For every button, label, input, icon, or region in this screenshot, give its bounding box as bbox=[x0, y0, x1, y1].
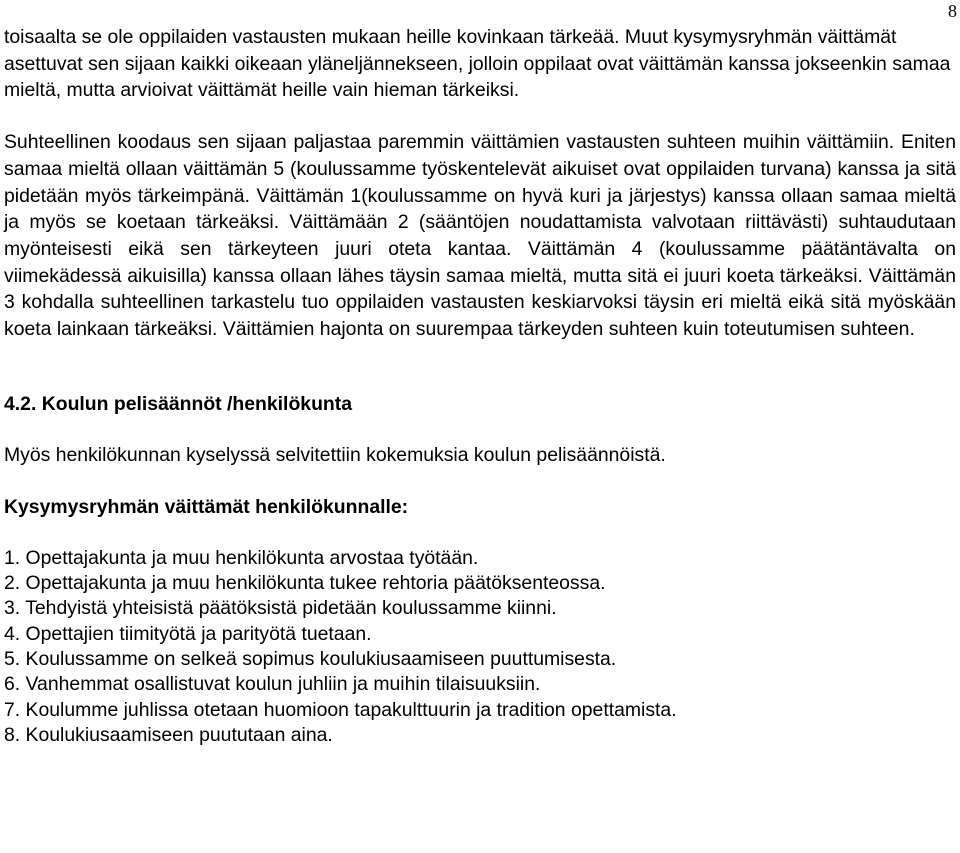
document-body bbox=[4, 24, 956, 748]
list-item: 3. Tehdyistä yhteisistä päätöksistä pidetään koulussamme kiinni. bbox=[4, 597, 557, 620]
statement-list bbox=[4, 546, 956, 748]
list-heading: Kysymysryhmän väittämät henkilökunnalle: bbox=[4, 496, 409, 519]
section-heading: 4.2. Koulun pelisäännöt /henkilökunta bbox=[4, 392, 352, 415]
list-item: 4. Opettajien tiimityötä ja parityötä tuetaan. bbox=[4, 622, 372, 645]
list-item: 2. Opettajakunta ja muu henkilökunta tukee rehtoria päätöksenteossa. bbox=[4, 572, 606, 595]
section-intro: Myös henkilökunnan kyselyssä selvitettiin kokemuksia koulun pelisäännöistä. bbox=[4, 444, 666, 467]
list-item: 6. Vanhemmat osallistuvat koulun juhliin ja muihin tilaisuuksiin. bbox=[4, 673, 541, 696]
list-item: 1. Opettajakunta ja muu henkilökunta arvostaa työtään. bbox=[4, 546, 479, 569]
list-item: 7. Koulumme juhlissa otetaan huomioon tapakulttuurin ja tradition opettamista. bbox=[4, 698, 677, 721]
list-item: 8. Koulukiusaamiseen puututaan aina. bbox=[4, 723, 333, 746]
list-item: 5. Koulussamme on selkeä sopimus koulukiusaamiseen puuttumisesta. bbox=[4, 648, 617, 671]
paragraph-relative-coding: Suhteellinen koodaus sen sijaan paljastaa paremmin väittämien vastausten suhteen muihin väittämiin. Eniten samaa mieltä ollaan väittämän 5 (koulussamme työskentelevät aikuiset ovat oppilaiden turvana) kanssa ja sitä pidetään myös tärkeimpänä. Väittämän 1(koulussamme on hyvä kuri ja järjestys) kanssa ollaan samaa mieltä ja myös se koetaan tärkeäksi. Väittämään 2 (sääntöjen noudattamista valvotaan riittävästi) suhtaudutaan myönteisesti eikä sen tärkeyteen juuri oteta kantaa. Väittämän 4 (koulussamme päätäntävalta on viimekädessä aikuisilla) kanssa ollaan lähes täysin samaa mieltä, mutta sitä ei juuri koeta tärkeäksi. Väittämän 3 kohdalla suhteellinen tarkastelu tuo oppilaiden vastausten keskiarvoksi täysin eri mieltä eikä sitä myöskään koeta lainkaan tärkeäksi. Väittämien hajonta on suurempaa tärkeyden suhteen kuin toteutumisen suhteen. bbox=[4, 131, 956, 341]
page-number: 8 bbox=[948, 1, 957, 21]
paragraph-continuation: toisaalta se ole oppilaiden vastausten mukaan heille kovinkaan tärkeää. Muut kysymysryhmän väittämät asettuvat sen sijaan kaikki oikeaan yläneljännekseen, jolloin oppilaat ovat väittämän kanssa jokseenkin samaa mieltä, mutta arvioivat väittämät heille vain hieman tärkeiksi. bbox=[4, 26, 951, 102]
